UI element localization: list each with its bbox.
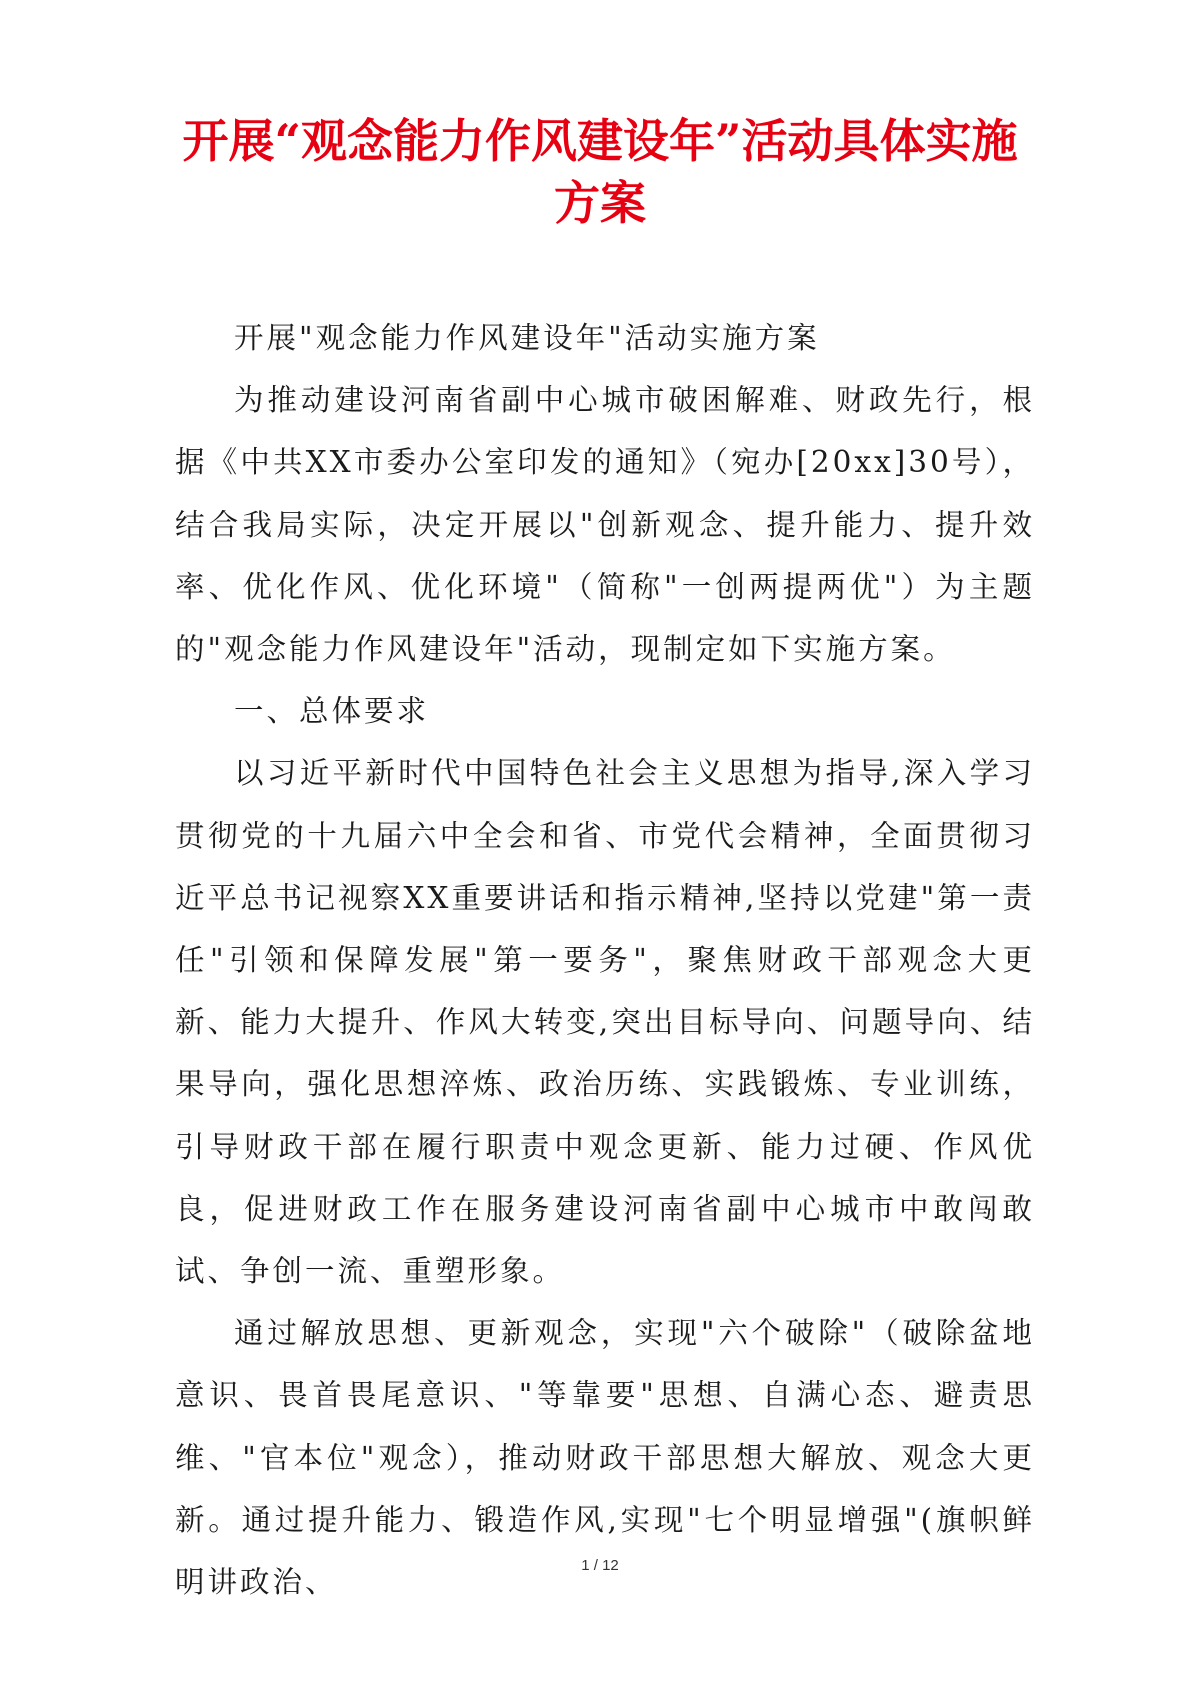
section-heading-general-requirements: 一、总体要求: [234, 694, 430, 729]
document-title: 开展“观念能力作风建设年”活动具体实施方案: [182, 114, 1018, 230]
paragraph-guiding-thought: 以习近平新时代中国特色社会主义思想为指导,深入学习贯彻党的十九届六中全会和省、市党代会精神，全面贯彻习近平总书记视察XX重要讲话和指示精神,坚持以党建"第一责任"引领和保障发展"第一要务"，聚焦财政干部观念大更新、能力大提升、作风大转变,突出目标导向、问题导向、结果导向，强化思想淬炼、政治历练、实践锻炼、专业训练，引导财政干部在履行职责中观念更新、能力过硬、作风优良，促进财政工作在服务建设河南省副中心城市中敢闯敢试、争创一流、重塑形象。: [175, 756, 1035, 1289]
paragraph-goals: 通过解放思想、更新观念，实现"六个破除"（破除盆地意识、畏首畏尾意识、"等靠要"思想、自满心态、避责思维、"官本位"观念），推动财政干部思想大解放、观念大更新。通过提升能力、锻造作风,实现"七个明显增强"(旗帜鲜明讲政治、: [175, 1316, 1035, 1600]
document-body: [175, 307, 1035, 1613]
paragraph-intro: 为推动建设河南省副中心城市破困解难、财政先行，根据《中共XX市委办公室印发的通知》（宛办[20xx]30号），结合我局实际，决定开展以"创新观念、提升能力、提升效率、优化作风、优化环境"（简称"一创两提两优"）为主题的"观念能力作风建设年"活动，现制定如下实施方案。: [175, 383, 1035, 667]
paragraph-subtitle: 开展"观念能力作风建设年"活动实施方案: [234, 321, 820, 355]
page-number: 1 / 12: [581, 1557, 619, 1574]
